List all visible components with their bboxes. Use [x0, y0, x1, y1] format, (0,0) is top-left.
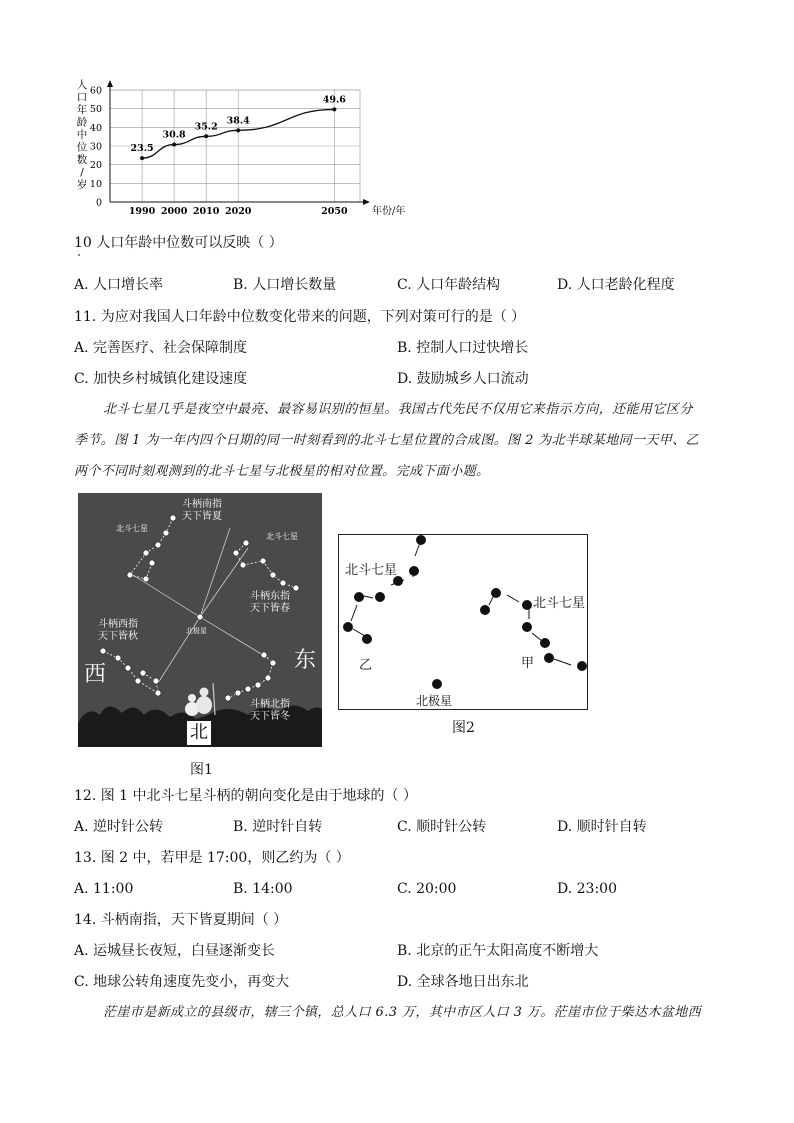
q10-option-a: A. 人口增长率 — [74, 277, 164, 293]
fig1-dipper-right-label: 北斗七星 — [266, 532, 298, 541]
data-point — [172, 143, 176, 147]
y-tick-label: 30 — [89, 141, 102, 153]
question-12-stem: 12. 图 1 中北斗七星斗柄的朝向变化是由于地球的（ ） — [74, 788, 417, 804]
fig1-autumn-label — [98, 619, 138, 643]
y-axis-label-char: 口 — [76, 91, 88, 104]
q13-option-d: D. 23:00 — [557, 881, 617, 897]
median-age-line-chart — [70, 78, 406, 218]
fig1-winter-line-2: 天下皆冬 — [250, 711, 290, 722]
fig1-autumn-line-2: 天下皆秋 — [98, 631, 138, 642]
y-axis-label-char: 龄 — [76, 116, 88, 129]
q13-option-b: B. 14:00 — [233, 881, 293, 897]
figure-1-caption: 图1 — [190, 762, 213, 778]
q10-option-c: C. 人口年龄结构 — [397, 277, 501, 293]
passage-1-line-1: 北斗七星几乎是夜空中最亮、最容易识别的恒星。我国古代先民不仅用它来指示方向，还能用它区分 — [103, 402, 693, 417]
fig1-winter-line-1: 斗柄北指 — [250, 699, 290, 710]
q12-option-d: D. 顺时针自转 — [557, 819, 647, 835]
y-tick-label: 50 — [89, 104, 102, 116]
q12-option-b: B. 逆时针自转 — [233, 819, 323, 835]
fig1-polaris-star — [197, 614, 203, 620]
q13-option-a: A. 11:00 — [74, 881, 134, 897]
question-10-stem: 10 人口年龄中位数可以反映（ ） — [74, 235, 283, 251]
q12-option-c: C. 顺时针公转 — [397, 819, 487, 835]
q13-option-c: C. 20:00 — [397, 881, 457, 897]
x-axis-arrow — [363, 199, 370, 205]
q11-option-c: C. 加快乡村城镇化建设速度 — [74, 371, 248, 387]
q11-option-d: D. 鼓励城乡人口流动 — [397, 371, 529, 387]
fig2-yi-label: 乙 — [359, 658, 373, 673]
y-axis-label-char: 年 — [76, 104, 88, 116]
y-tick-label: 20 — [89, 160, 102, 172]
data-point — [140, 156, 144, 160]
y-axis-label-char: 人 — [76, 79, 88, 91]
y-axis-label-char: 中 — [76, 129, 88, 141]
fig2-dipper-yi-label: 北斗七星 — [345, 563, 398, 578]
question-14-stem: 14. 斗柄南指，天下皆夏期间（ ） — [74, 912, 288, 928]
figure-2-caption: 图2 — [452, 720, 475, 736]
q10-option-d: D. 人口老龄化程度 — [557, 277, 675, 293]
q12-option-a: A. 逆时针公转 — [74, 819, 164, 835]
data-label: 35.2 — [194, 121, 218, 133]
q11-option-b: B. 控制人口过快增长 — [397, 340, 529, 356]
data-label: 30.8 — [162, 129, 186, 141]
fig2-jia-label: 甲 — [521, 656, 535, 671]
y-tick-label: 40 — [89, 122, 102, 134]
passage-1-line-2: 季节。图 1 为一年内四个日期的同一时刻看到的北斗七星位置的合成图。图 2 为北半球某地同一天甲、乙 — [74, 433, 700, 448]
fig1-dipper-left-label: 北斗七星 — [116, 524, 148, 533]
figure-1-big-dipper-seasons — [78, 493, 322, 747]
y-tick-labels — [90, 86, 102, 209]
data-label: 38.4 — [226, 115, 250, 127]
q10-option-b: B. 人口增长数量 — [233, 277, 337, 293]
q14-option-d: D. 全球各地日出东北 — [397, 974, 529, 990]
fig1-east-label: 东 — [294, 648, 317, 673]
data-label: 49.6 — [322, 94, 346, 106]
passage-2-line-1: 茫崖市是新成立的县级市，辖三个镇，总人口 6.3 万，其中市区人口 3 万。茫崖市位于柴达木盆地西 — [103, 1005, 702, 1020]
y-tick-label: 60 — [89, 85, 102, 97]
y-tick-label: 10 — [89, 178, 102, 190]
x-tick-labels — [129, 206, 348, 217]
stray-dot — [78, 254, 80, 256]
data-point — [332, 107, 336, 111]
q14-option-a: A. 运城昼长夜短，白昼逐渐变长 — [74, 943, 276, 959]
q11-option-a: A. 完善医疗、社会保障制度 — [74, 340, 248, 356]
y-axis-label — [77, 78, 88, 191]
question-13-stem: 13. 图 2 中，若甲是 17:00，则乙约为（ ） — [74, 850, 350, 866]
data-point — [236, 128, 240, 132]
figure-2-dipper-polaris — [338, 534, 588, 710]
y-axis-label-char: 位 — [76, 141, 88, 154]
fig2-polaris-label: 北极星 — [416, 694, 453, 708]
fig1-north-label: 北 — [187, 721, 211, 745]
fig1-west-label: 西 — [84, 662, 107, 687]
y-axis-arrow — [107, 80, 113, 87]
x-tick-label: 2020 — [224, 206, 252, 217]
x-tick-label: 2000 — [160, 206, 188, 217]
y-axis-label-char: 数 — [76, 154, 88, 166]
fig1-spring-line-1: 斗柄东指 — [250, 591, 290, 602]
x-tick-label: 2050 — [321, 206, 348, 217]
q14-option-c: C. 地球公转角速度先变小，再变大 — [74, 974, 290, 990]
y-tick-label: 0 — [95, 197, 102, 209]
question-11-stem: 11. 为应对我国人口年龄中位数变化带来的问题，下列对策可行的是（ ） — [74, 309, 526, 325]
fig1-summer-label — [182, 499, 222, 523]
fig1-spring-label — [250, 591, 290, 615]
fig1-winter-label — [250, 699, 290, 723]
passage-1-line-3: 两个不同时刻观测到的北斗七星与北极星的相对位置。完成下面小题。 — [74, 464, 490, 479]
data-point — [204, 134, 208, 138]
y-axis-label-char: 岁 — [76, 179, 88, 191]
x-axis-label: 年份/年 — [372, 206, 406, 217]
fig1-autumn-line-1: 斗柄西指 — [98, 619, 138, 630]
fig1-spring-line-2: 天下皆春 — [250, 603, 290, 614]
fig1-polaris-label: 北极星 — [186, 627, 207, 635]
data-label: 23.5 — [130, 143, 154, 155]
fig1-summer-line-2: 天下皆夏 — [182, 511, 222, 522]
x-tick-label: 2010 — [192, 206, 220, 217]
dipper-yi — [351, 540, 421, 636]
fig2-polaris-star — [432, 679, 442, 689]
q14-option-b: B. 北京的正午太阳高度不断增大 — [397, 943, 599, 959]
fig1-summer-line-1: 斗柄南指 — [182, 499, 222, 510]
y-axis-label-char: / — [80, 166, 84, 179]
x-tick-label: 1990 — [128, 206, 156, 217]
fig2-dipper-jia-label: 北斗七星 — [533, 596, 586, 611]
